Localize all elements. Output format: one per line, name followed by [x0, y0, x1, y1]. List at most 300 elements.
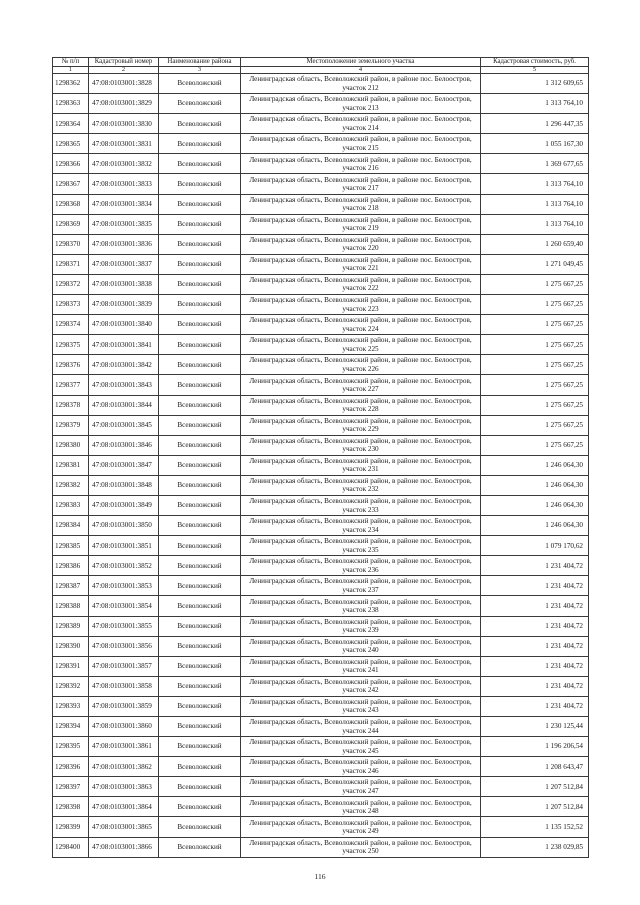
table-row: [53, 395, 589, 415]
column-number-row: [53, 67, 589, 74]
cell-cadastral-value: 1 246 064,30: [481, 475, 589, 495]
location-address: Ленинградская область, Всеволожский район, в районе пос. Белоостров,: [249, 597, 472, 606]
cell-district: Всеволожский: [159, 717, 241, 737]
cell-district: Всеволожский: [159, 315, 241, 335]
cell-cadastral-number: 47:08:0103001:3861: [89, 737, 159, 757]
table-row: [53, 254, 589, 274]
location-address: Ленинградская область, Всеволожский район, в районе пос. Белоостров,: [249, 738, 472, 747]
table-row: [53, 94, 589, 114]
location-address: Ленинградская область, Всеволожский район, в районе пос. Белоостров,: [249, 296, 472, 305]
table-row: [53, 455, 589, 475]
cell-location: [241, 134, 481, 154]
cell-location: [241, 556, 481, 576]
cell-row-number: 1298378: [53, 395, 89, 415]
cell-row-number: 1298398: [53, 797, 89, 817]
table-row: [53, 576, 589, 596]
cell-district: Всеволожский: [159, 355, 241, 375]
cell-cadastral-number: 47:08:0103001:3837: [89, 254, 159, 274]
cell-district: Всеволожский: [159, 94, 241, 114]
cell-cadastral-number: 47:08:0103001:3831: [89, 134, 159, 154]
cell-district: Всеволожский: [159, 556, 241, 576]
cell-cadastral-value: 1 135 152,52: [481, 817, 589, 837]
table-row: [53, 295, 589, 315]
cell-district: Всеволожский: [159, 696, 241, 716]
cell-cadastral-number: 47:08:0103001:3849: [89, 495, 159, 515]
cell-cadastral-value: 1 055 167,30: [481, 134, 589, 154]
location-address: Ленинградская область, Всеволожский район, в районе пос. Белоостров,: [249, 276, 472, 285]
cell-district: Всеволожский: [159, 737, 241, 757]
cell-row-number: 1298371: [53, 254, 89, 274]
cell-row-number: 1298388: [53, 596, 89, 616]
cell-location: [241, 777, 481, 797]
location-plot: участок 242: [342, 686, 379, 695]
location-plot: участок 218: [342, 204, 379, 213]
cell-cadastral-number: 47:08:0103001:3855: [89, 616, 159, 636]
location-address: Ленинградская область, Всеволожский район, в районе пос. Белоостров,: [249, 537, 472, 546]
table-row: [53, 375, 589, 395]
location-address: Ленинградская область, Всеволожский район, в районе пос. Белоостров,: [249, 517, 472, 526]
location-address: Ленинградская область, Всеволожский район, в районе пос. Белоостров,: [249, 175, 472, 184]
location-plot: участок 227: [342, 384, 379, 393]
table-row: [53, 516, 589, 536]
location-plot: участок 239: [342, 626, 379, 635]
cell-district: Всеволожский: [159, 576, 241, 596]
cell-district: Всеволожский: [159, 656, 241, 676]
cell-cadastral-number: 47:08:0103001:3847: [89, 455, 159, 475]
cell-cadastral-value: 1 246 064,30: [481, 455, 589, 475]
cell-location: [241, 616, 481, 636]
cell-district: Всеволожский: [159, 636, 241, 656]
cell-cadastral-value: 1 312 609,65: [481, 74, 589, 94]
cell-cadastral-number: 47:08:0103001:3845: [89, 415, 159, 435]
cell-location: [241, 234, 481, 254]
cell-district: Всеволожский: [159, 194, 241, 214]
cell-district: Всеволожский: [159, 837, 241, 857]
location-address: Ленинградская область, Всеволожский район, в районе пос. Белоостров,: [249, 396, 472, 405]
cell-row-number: 1298366: [53, 154, 89, 174]
location-address: Ленинградская область, Всеволожский район, в районе пос. Белоостров,: [249, 376, 472, 385]
table-row: [53, 757, 589, 777]
location-plot: участок 215: [342, 143, 379, 152]
cell-row-number: 1298381: [53, 455, 89, 475]
cell-district: Всеволожский: [159, 134, 241, 154]
location-plot: участок 223: [342, 304, 379, 313]
table-row: [53, 717, 589, 737]
cell-district: Всеволожский: [159, 154, 241, 174]
cell-row-number: 1298386: [53, 556, 89, 576]
cell-location: [241, 194, 481, 214]
cell-cadastral-value: 1 207 512,84: [481, 797, 589, 817]
cell-cadastral-value: 1 313 764,10: [481, 174, 589, 194]
location-address: Ленинградская область, Всеволожский район, в районе пос. Белоостров,: [249, 155, 472, 164]
cell-row-number: 1298367: [53, 174, 89, 194]
cell-row-number: 1298375: [53, 335, 89, 355]
location-address: Ленинградская область, Всеволожский район, в районе пос. Белоостров,: [249, 436, 472, 445]
cell-row-number: 1298377: [53, 375, 89, 395]
cell-row-number: 1298397: [53, 777, 89, 797]
cell-row-number: 1298400: [53, 837, 89, 857]
table-row: [53, 616, 589, 636]
cell-district: Всеволожский: [159, 234, 241, 254]
cell-location: [241, 536, 481, 556]
cell-row-number: 1298380: [53, 435, 89, 455]
location-plot: участок 246: [342, 766, 379, 775]
table-row: [53, 495, 589, 515]
location-plot: участок 219: [342, 224, 379, 233]
location-address: Ленинградская область, Всеволожский район, в районе пос. Белоостров,: [249, 336, 472, 345]
cell-cadastral-value: 1 275 667,25: [481, 415, 589, 435]
cell-location: [241, 475, 481, 495]
table-row: [53, 676, 589, 696]
cell-location: [241, 435, 481, 455]
cell-cadastral-number: 47:08:0103001:3865: [89, 817, 159, 837]
cell-location: [241, 174, 481, 194]
location-plot: участок 237: [342, 585, 379, 594]
cell-row-number: 1298385: [53, 536, 89, 556]
cell-row-number: 1298363: [53, 94, 89, 114]
location-plot: участок 232: [342, 485, 379, 494]
cell-cadastral-value: 1 271 049,45: [481, 254, 589, 274]
cell-row-number: 1298362: [53, 74, 89, 94]
location-plot: участок 247: [342, 786, 379, 795]
location-plot: участок 220: [342, 244, 379, 253]
location-address: Ленинградская область, Всеволожский район, в районе пос. Белоостров,: [249, 778, 472, 787]
cell-cadastral-number: 47:08:0103001:3838: [89, 274, 159, 294]
cell-row-number: 1298393: [53, 696, 89, 716]
cell-row-number: 1298376: [53, 355, 89, 375]
cell-cadastral-value: 1 231 404,72: [481, 656, 589, 676]
cell-cadastral-value: 1 231 404,72: [481, 576, 589, 596]
table-row: [53, 837, 589, 857]
cell-district: Всеволожский: [159, 274, 241, 294]
cell-cadastral-number: 47:08:0103001:3843: [89, 375, 159, 395]
cell-cadastral-value: 1 275 667,25: [481, 375, 589, 395]
table-row: [53, 355, 589, 375]
cell-row-number: 1298384: [53, 516, 89, 536]
location-address: Ленинградская область, Всеволожский район, в районе пос. Белоостров,: [249, 557, 472, 566]
cell-location: [241, 254, 481, 274]
location-plot: участок 214: [342, 123, 379, 132]
location-address: Ленинградская область, Всеволожский район, в районе пос. Белоостров,: [249, 698, 472, 707]
location-plot: участок 224: [342, 324, 379, 333]
location-address: Ленинградская область, Всеволожский район, в районе пос. Белоостров,: [249, 115, 472, 124]
cell-row-number: 1298382: [53, 475, 89, 495]
cell-district: Всеволожский: [159, 676, 241, 696]
cell-location: [241, 676, 481, 696]
cell-district: Всеволожский: [159, 536, 241, 556]
header-cell-district: Наименование района: [159, 58, 241, 67]
table-row: [53, 154, 589, 174]
cell-cadastral-number: 47:08:0103001:3841: [89, 335, 159, 355]
location-address: Ленинградская область, Всеволожский район, в районе пос. Белоостров,: [249, 215, 472, 224]
location-plot: участок 238: [342, 605, 379, 614]
cell-cadastral-value: 1 230 125,44: [481, 717, 589, 737]
location-address: Ленинградская область, Всеволожский район, в районе пос. Белоостров,: [249, 235, 472, 244]
cell-cadastral-value: 1 369 677,65: [481, 154, 589, 174]
cell-district: Всеволожский: [159, 516, 241, 536]
table-row: [53, 636, 589, 656]
cell-location: [241, 315, 481, 335]
table-row: [53, 214, 589, 234]
table-row: [53, 556, 589, 576]
column-number: 3: [159, 67, 241, 74]
cadastral-value-table: [52, 57, 589, 858]
cell-location: [241, 596, 481, 616]
cell-row-number: 1298383: [53, 495, 89, 515]
cell-cadastral-number: 47:08:0103001:3853: [89, 576, 159, 596]
location-plot: участок 225: [342, 344, 379, 353]
table-row: [53, 777, 589, 797]
table-row: [53, 335, 589, 355]
location-address: Ленинградская область, Всеволожский район, в районе пос. Белоостров,: [249, 657, 472, 666]
cell-location: [241, 415, 481, 435]
location-address: Ленинградская область, Всеволожский район, в районе пос. Белоостров,: [249, 577, 472, 586]
location-address: Ленинградская область, Всеволожский район, в районе пос. Белоостров,: [249, 416, 472, 425]
cell-location: [241, 295, 481, 315]
location-plot: участок 229: [342, 425, 379, 434]
cell-location: [241, 154, 481, 174]
cell-row-number: 1298391: [53, 656, 89, 676]
cell-cadastral-value: 1 231 404,72: [481, 636, 589, 656]
table-row: [53, 536, 589, 556]
location-plot: участок 226: [342, 364, 379, 373]
column-number: 4: [241, 67, 481, 74]
location-address: Ленинградская область, Всеволожский район, в районе пос. Белоостров,: [249, 838, 472, 847]
location-address: Ленинградская область, Всеволожский район, в районе пос. Белоостров,: [249, 758, 472, 767]
cell-location: [241, 696, 481, 716]
location-address: Ленинградская область, Всеволожский район, в районе пос. Белоостров,: [249, 798, 472, 807]
location-address: Ленинградская область, Всеволожский район, в районе пос. Белоостров,: [249, 617, 472, 626]
header-cell-number: № п/п: [53, 58, 89, 67]
cell-cadastral-value: 1 196 206,54: [481, 737, 589, 757]
cell-cadastral-number: 47:08:0103001:3833: [89, 174, 159, 194]
cell-location: [241, 737, 481, 757]
location-plot: участок 221: [342, 264, 379, 273]
cell-cadastral-value: 1 275 667,25: [481, 274, 589, 294]
cell-cadastral-value: 1 313 764,10: [481, 194, 589, 214]
location-plot: участок 231: [342, 465, 379, 474]
cell-cadastral-value: 1 275 667,25: [481, 335, 589, 355]
cell-district: Всеволожский: [159, 777, 241, 797]
cell-location: [241, 837, 481, 857]
cell-cadastral-number: 47:08:0103001:3832: [89, 154, 159, 174]
cell-cadastral-number: 47:08:0103001:3856: [89, 636, 159, 656]
location-plot: участок 213: [342, 103, 379, 112]
cell-cadastral-value: 1 231 404,72: [481, 596, 589, 616]
cell-cadastral-value: 1 246 064,30: [481, 495, 589, 515]
location-plot: участок 248: [342, 806, 379, 815]
cell-district: Всеволожский: [159, 475, 241, 495]
cell-cadastral-value: 1 231 404,72: [481, 556, 589, 576]
cell-district: Всеволожский: [159, 295, 241, 315]
cell-row-number: 1298379: [53, 415, 89, 435]
cell-cadastral-number: 47:08:0103001:3854: [89, 596, 159, 616]
cell-location: [241, 455, 481, 475]
table-row: [53, 74, 589, 94]
cell-district: Всеволожский: [159, 254, 241, 274]
cell-cadastral-value: 1 275 667,25: [481, 295, 589, 315]
cell-cadastral-number: 47:08:0103001:3836: [89, 234, 159, 254]
location-address: Ленинградская область, Всеволожский район, в районе пос. Белоостров,: [249, 677, 472, 686]
table-row: [53, 274, 589, 294]
location-address: Ленинградская область, Всеволожский район, в районе пос. Белоостров,: [249, 818, 472, 827]
location-address: Ленинградская область, Всеволожский район, в районе пос. Белоостров,: [249, 195, 472, 204]
cell-cadastral-value: 1 246 064,30: [481, 516, 589, 536]
table-header: [53, 58, 589, 74]
table-row: [53, 656, 589, 676]
header-row: [53, 58, 589, 67]
cell-cadastral-number: 47:08:0103001:3859: [89, 696, 159, 716]
location-address: Ленинградская область, Всеволожский район, в районе пос. Белоостров,: [249, 497, 472, 506]
cell-cadastral-number: 47:08:0103001:3840: [89, 315, 159, 335]
cell-cadastral-value: 1 275 667,25: [481, 315, 589, 335]
header-cell-cadastral-number: Кадастровый номер: [89, 58, 159, 67]
cell-cadastral-value: 1 238 029,85: [481, 837, 589, 857]
cell-district: Всеволожский: [159, 375, 241, 395]
cell-row-number: 1298365: [53, 134, 89, 154]
location-plot: участок 216: [342, 163, 379, 172]
cell-district: Всеволожский: [159, 395, 241, 415]
table-body: [53, 74, 589, 858]
cell-location: [241, 94, 481, 114]
location-address: Ленинградская область, Всеволожский район, в районе пос. Белоостров,: [249, 718, 472, 727]
cell-location: [241, 717, 481, 737]
location-plot: участок 241: [342, 666, 379, 675]
cell-row-number: 1298389: [53, 616, 89, 636]
location-address: Ленинградская область, Всеволожский район, в районе пос. Белоостров,: [249, 316, 472, 325]
cell-cadastral-value: 1 231 404,72: [481, 696, 589, 716]
location-address: Ленинградская область, Всеволожский район, в районе пос. Белоостров,: [249, 477, 472, 486]
cell-cadastral-number: 47:08:0103001:3852: [89, 556, 159, 576]
table-row: [53, 134, 589, 154]
cell-cadastral-number: 47:08:0103001:3846: [89, 435, 159, 455]
column-number: 1: [53, 67, 89, 74]
cell-district: Всеволожский: [159, 114, 241, 134]
cell-row-number: 1298395: [53, 737, 89, 757]
cell-cadastral-number: 47:08:0103001:3844: [89, 395, 159, 415]
header-cell-cadastral-value: Кадастровая стоимость, руб.: [481, 58, 589, 67]
cell-cadastral-value: 1 207 512,84: [481, 777, 589, 797]
table-row: [53, 475, 589, 495]
location-address: Ленинградская область, Всеволожский район, в районе пос. Белоостров,: [249, 135, 472, 144]
cell-cadastral-number: 47:08:0103001:3828: [89, 74, 159, 94]
cell-cadastral-value: 1 208 643,47: [481, 757, 589, 777]
cell-cadastral-number: 47:08:0103001:3839: [89, 295, 159, 315]
location-plot: участок 243: [342, 706, 379, 715]
location-address: Ленинградская область, Всеволожский район, в районе пос. Белоостров,: [249, 95, 472, 104]
cell-cadastral-value: 1 275 667,25: [481, 355, 589, 375]
cell-row-number: 1298392: [53, 676, 89, 696]
cell-location: [241, 335, 481, 355]
cell-row-number: 1298364: [53, 114, 89, 134]
location-plot: участок 234: [342, 525, 379, 534]
cell-cadastral-number: 47:08:0103001:3866: [89, 837, 159, 857]
location-plot: участок 245: [342, 746, 379, 755]
cell-cadastral-number: 47:08:0103001:3862: [89, 757, 159, 777]
cell-row-number: 1298370: [53, 234, 89, 254]
location-plot: участок 235: [342, 545, 379, 554]
location-plot: участок 233: [342, 505, 379, 514]
cell-district: Всеволожский: [159, 596, 241, 616]
location-plot: участок 222: [342, 284, 379, 293]
location-address: Ленинградская область, Всеволожский район, в районе пос. Белоостров,: [249, 456, 472, 465]
cell-location: [241, 656, 481, 676]
cell-district: Всеволожский: [159, 214, 241, 234]
cell-cadastral-value: 1 231 404,72: [481, 616, 589, 636]
cell-location: [241, 214, 481, 234]
cell-cadastral-number: 47:08:0103001:3830: [89, 114, 159, 134]
cell-row-number: 1298368: [53, 194, 89, 214]
cell-cadastral-number: 47:08:0103001:3858: [89, 676, 159, 696]
cell-row-number: 1298369: [53, 214, 89, 234]
table-row: [53, 696, 589, 716]
cell-location: [241, 114, 481, 134]
cell-district: Всеволожский: [159, 616, 241, 636]
cell-location: [241, 274, 481, 294]
cell-cadastral-value: 1 313 764,10: [481, 214, 589, 234]
table-row: [53, 194, 589, 214]
location-plot: участок 250: [342, 847, 379, 856]
cell-district: Всеволожский: [159, 797, 241, 817]
cell-location: [241, 757, 481, 777]
location-plot: участок 228: [342, 405, 379, 414]
cell-location: [241, 797, 481, 817]
cell-district: Всеволожский: [159, 817, 241, 837]
cell-cadastral-number: 47:08:0103001:3834: [89, 194, 159, 214]
cell-row-number: 1298396: [53, 757, 89, 777]
header-cell-location: Местоположение земельного участка: [241, 58, 481, 67]
cell-location: [241, 636, 481, 656]
location-plot: участок 236: [342, 565, 379, 574]
location-plot: участок 212: [342, 83, 379, 92]
table-row: [53, 435, 589, 455]
cell-district: Всеволожский: [159, 335, 241, 355]
table-row: [53, 817, 589, 837]
cell-location: [241, 355, 481, 375]
table-row: [53, 797, 589, 817]
table-row: [53, 114, 589, 134]
cell-cadastral-number: 47:08:0103001:3850: [89, 516, 159, 536]
location-address: Ленинградская область, Всеволожский район, в районе пос. Белоостров,: [249, 75, 472, 84]
cell-cadastral-value: 1 260 659,40: [481, 234, 589, 254]
cell-row-number: 1298399: [53, 817, 89, 837]
location-plot: участок 217: [342, 184, 379, 193]
cell-row-number: 1298394: [53, 717, 89, 737]
location-plot: участок 244: [342, 726, 379, 735]
cell-location: [241, 375, 481, 395]
cell-district: Всеволожский: [159, 495, 241, 515]
cell-cadastral-number: 47:08:0103001:3863: [89, 777, 159, 797]
cell-row-number: 1298374: [53, 315, 89, 335]
cell-district: Всеволожский: [159, 435, 241, 455]
cell-district: Всеволожский: [159, 74, 241, 94]
cell-cadastral-value: 1 231 404,72: [481, 676, 589, 696]
cell-district: Всеволожский: [159, 174, 241, 194]
cell-cadastral-number: 47:08:0103001:3860: [89, 717, 159, 737]
location-plot: участок 249: [342, 827, 379, 836]
cell-cadastral-number: 47:08:0103001:3842: [89, 355, 159, 375]
location-address: Ленинградская область, Всеволожский район, в районе пос. Белоостров,: [249, 356, 472, 365]
cell-location: [241, 74, 481, 94]
page-number: 116: [314, 872, 326, 881]
table-row: [53, 415, 589, 435]
cell-cadastral-value: 1 313 764,10: [481, 94, 589, 114]
cell-cadastral-value: 1 275 667,25: [481, 395, 589, 415]
table-row: [53, 234, 589, 254]
location-plot: участок 230: [342, 445, 379, 454]
cell-row-number: 1298390: [53, 636, 89, 656]
cell-cadastral-number: 47:08:0103001:3848: [89, 475, 159, 495]
